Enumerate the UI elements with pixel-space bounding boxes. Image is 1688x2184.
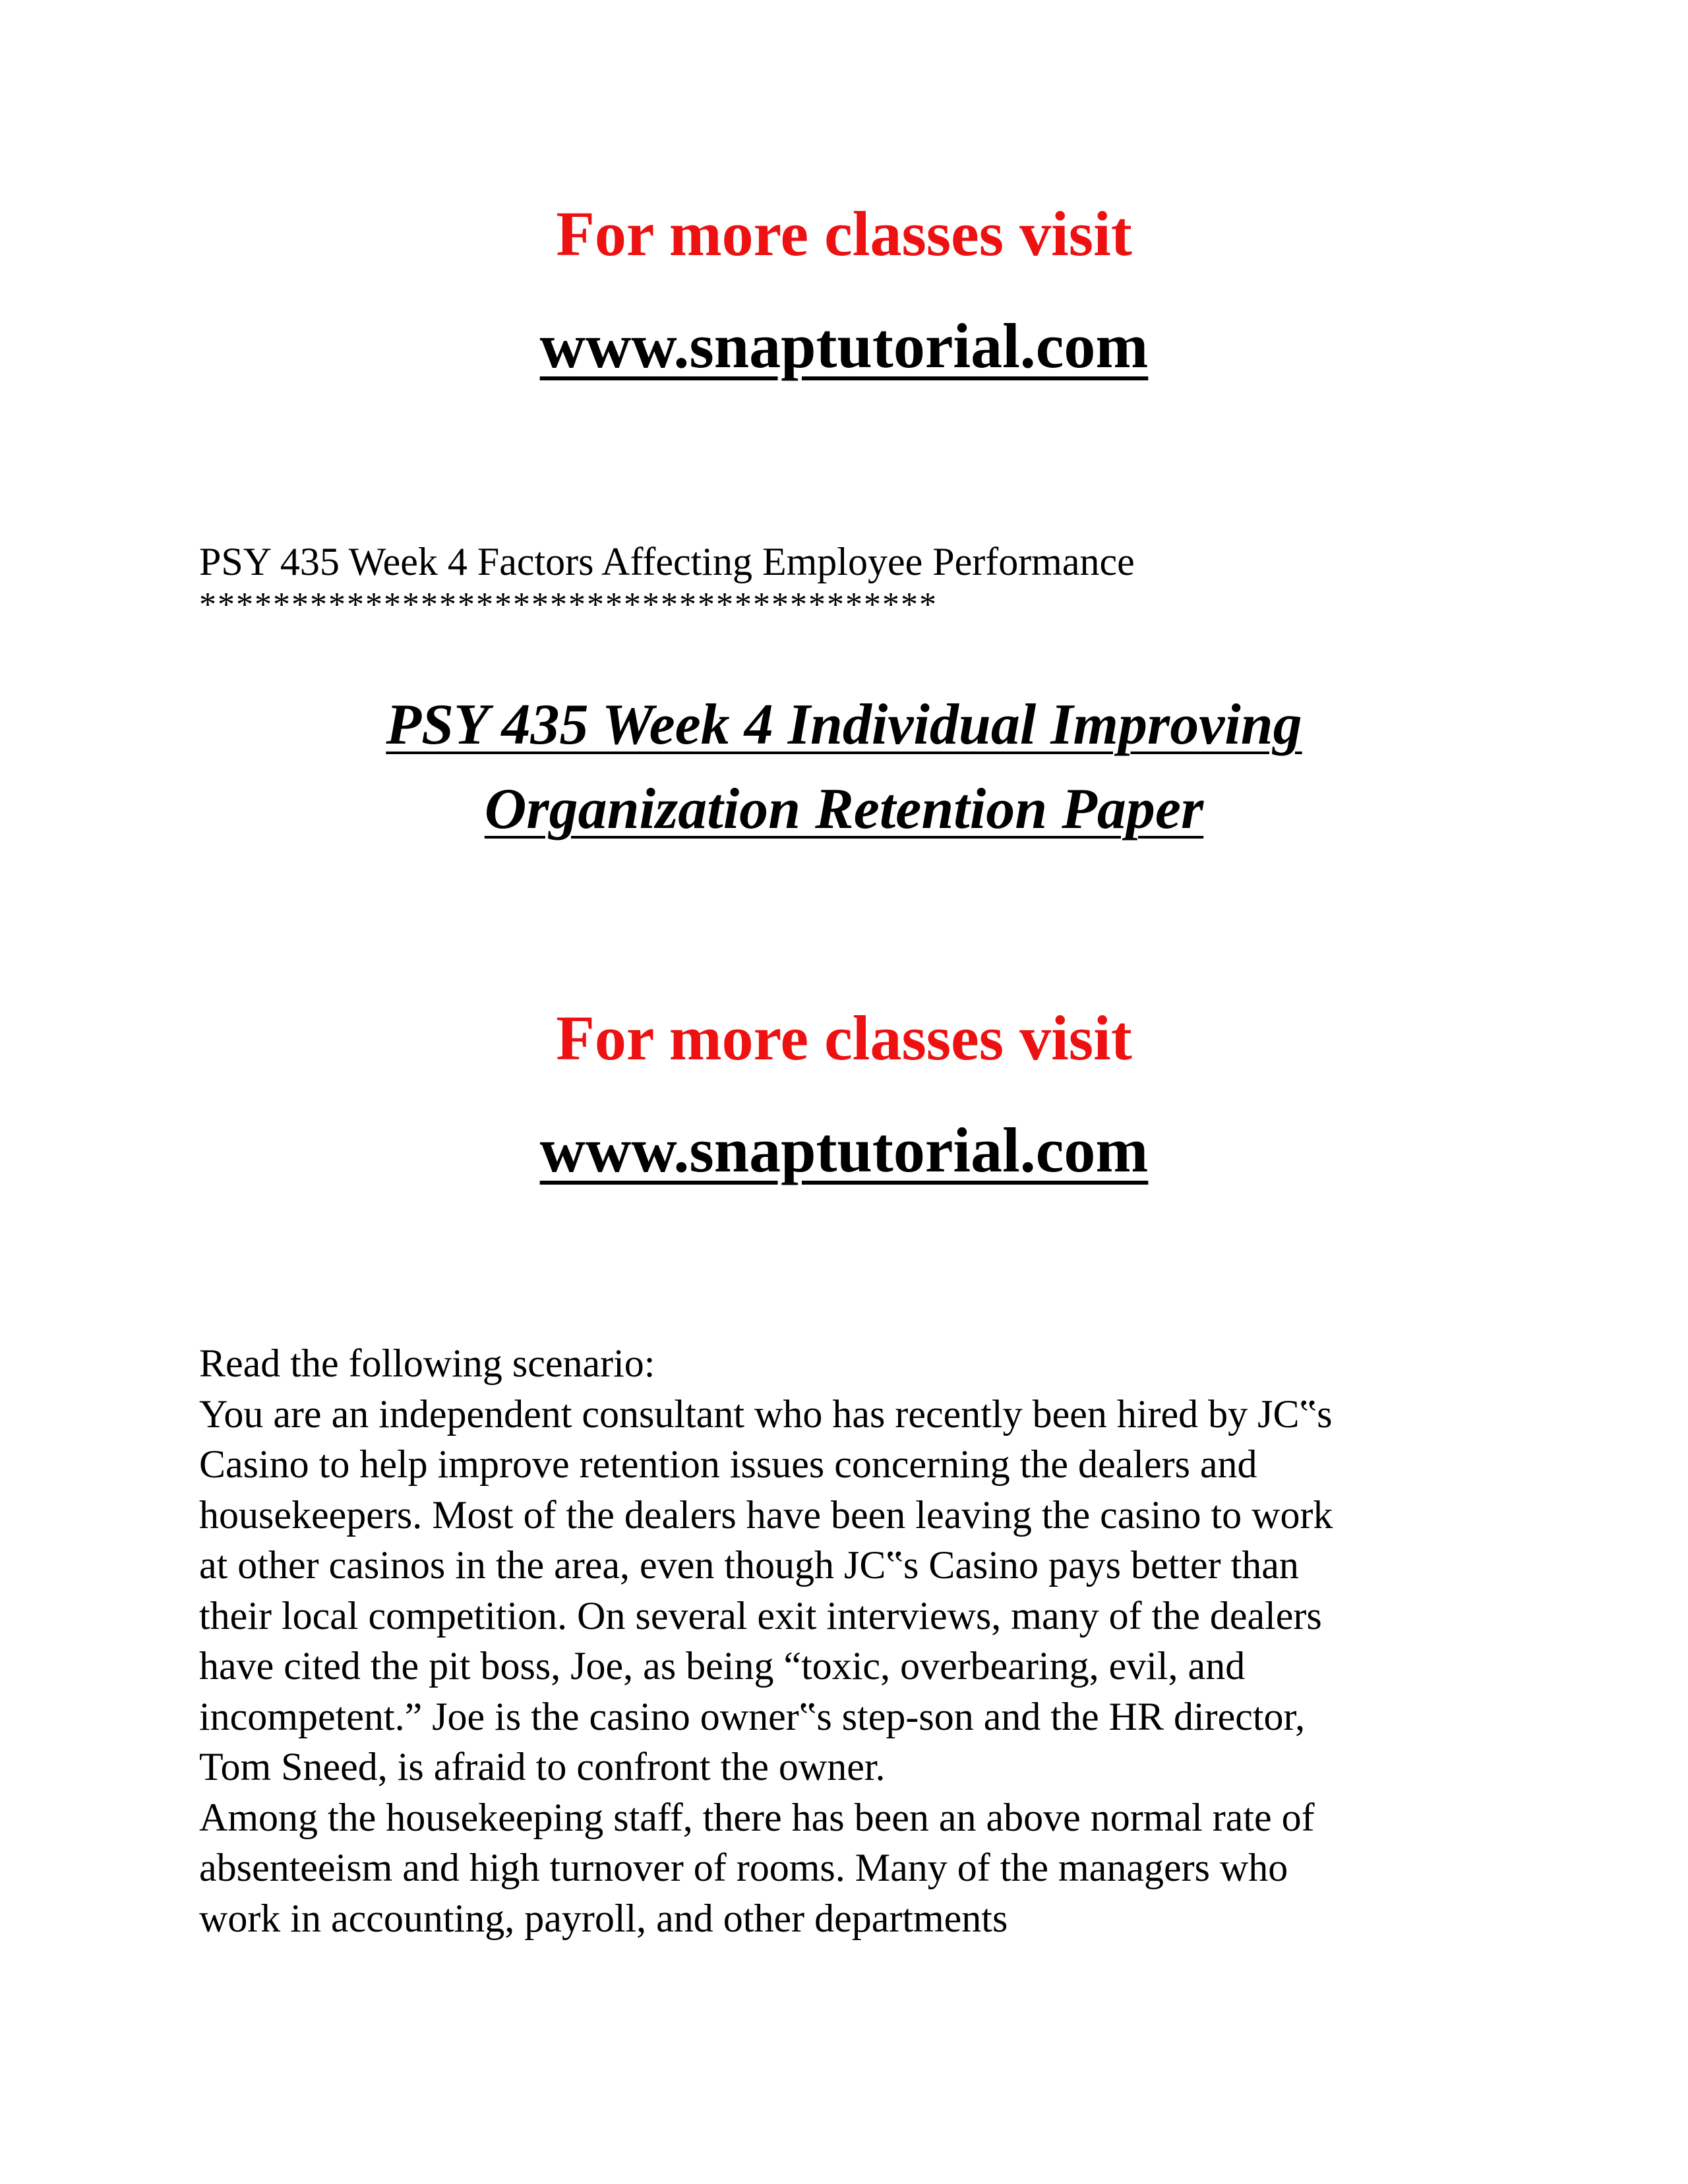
scenario-line: Read the following scenario: (199, 1342, 655, 1385)
asterisk-separator: **************************************** (199, 586, 938, 624)
document-title-line-2: Organization Retention Paper (484, 777, 1204, 841)
scenario-line: absenteeism and high turnover of rooms. Many of the managers who (199, 1846, 1288, 1889)
course-line: PSY 435 Week 4 Factors Affecting Employee Performance (199, 540, 1135, 583)
promo-heading-bottom: For more classes visit (556, 1003, 1132, 1073)
scenario-line: work in accounting, payroll, and other departments (199, 1896, 1008, 1940)
promo-heading-top: For more classes visit (556, 198, 1132, 269)
scenario-line: Casino to help improve retention issues concerning the dealers and (199, 1442, 1257, 1486)
scenario-line: have cited the pit boss, Joe, as being “toxic, overbearing, evil, and (199, 1644, 1246, 1688)
promo-link-top[interactable]: www.snaptutorial.com (539, 310, 1149, 381)
scenario-line: their local competition. On several exit interviews, many of the dealers (199, 1593, 1322, 1638)
promo-link-bottom[interactable]: www.snaptutorial.com (539, 1115, 1149, 1185)
scenario-line: You are an independent consultant who has recently been hired by JC‟s (199, 1392, 1333, 1436)
document-title (0, 683, 1688, 852)
scenario-text (199, 1338, 1518, 1943)
scenario-line: housekeepers. Most of the dealers have been leaving the casino to work (199, 1492, 1333, 1537)
scenario-line: incompetent.” Joe is the casino owner‟s step-son and the HR director, (199, 1694, 1306, 1738)
document-title-line-1: PSY 435 Week 4 Individual Improving (386, 693, 1302, 757)
scenario-line: Tom Sneed, is afraid to confront the owner. (199, 1745, 886, 1788)
scenario-line: Among the housekeeping staff, there has been an above normal rate of (199, 1795, 1315, 1839)
scenario-line: at other casinos in the area, even though JC‟s Casino pays better than (199, 1543, 1299, 1587)
